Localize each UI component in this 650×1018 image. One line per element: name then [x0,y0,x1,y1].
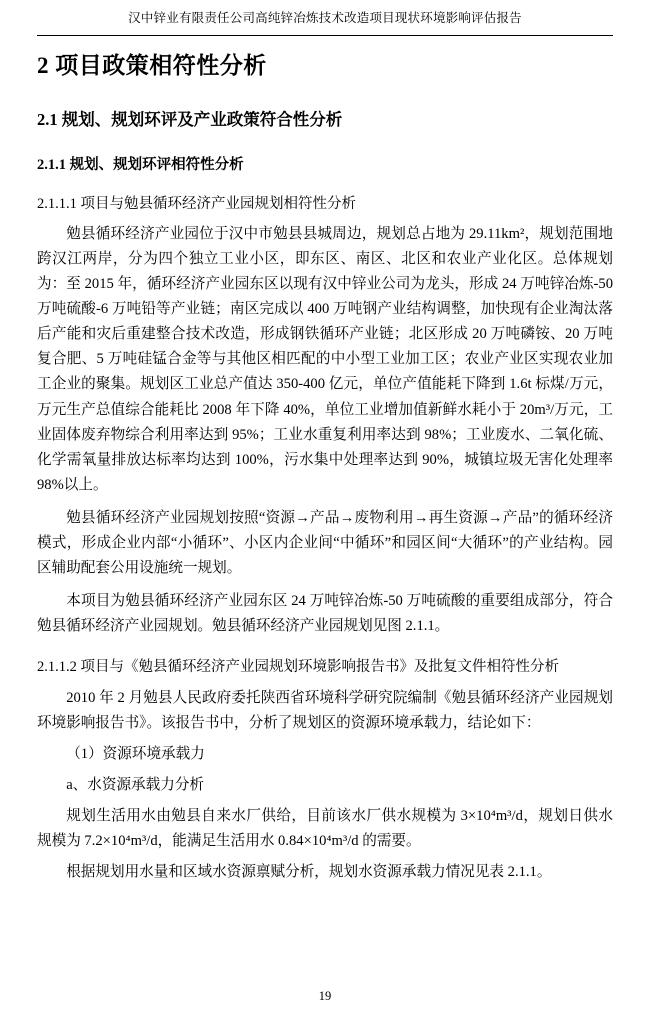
page-header [0,0,650,36]
page-content [37,44,613,885]
chapter-heading: 2 项目政策相符性分析 [37,53,267,78]
header-divider [37,35,613,36]
page-number: 19 [318,989,332,1003]
section-heading: 2.1 规划、规划环评及产业政策符合性分析 [37,110,343,130]
paragraph-8: 根据规划用水量和区域水资源禀赋分析，规划水资源承载力情况见表 2.1.1。 [66,864,552,881]
paragraph-1: 勉县循环经济产业园位于汉中市勉县县城周边，规划总占地为 29.11km²，规划范围地跨汉江两岸，分为四个独立工业小区，即东区、南区、北区和农业产业化区。总体规划为：至 2015 年，循环经济产业园东区以现有汉中锌业公司为龙头，形成 24 万吨锌冶炼-50 万吨硫酸-6 万吨铅等产业链；南区完成以 400 万吨钢产业结构调整，加快现有企业淘汰落后产能和灾后重建整合技术改造，形成钢铁循环产业链；北区形成 20 万吨磷铵、20 万吨复合肥、5 万吨硅锰合金等与其他区相匹配的中小型工业加工区；农业产业区实现农业加工企业的聚集。规划区工业总产值达 350-400 亿元，单位产值能耗下降到 1.6t 标煤/万元，万元生产总值综合能耗比 2008 年下降 40%，单位工业增加值新鲜水耗小于 20m³/万元，工业固体废弃物综合利用率达到 95%；工业水重复利用率达到 98%；工业废水、二氧化硫、化学需氧量排放达标率均达到 100%，污水集中处理率达到 90%，城镇垃圾无害化处理率 98%以上。 [37,225,613,493]
paragraph-5: （1）资源环境承载力 [66,745,205,762]
paragraph-2: 勉县循环经济产业园规划按照“资源→产品→废物利用→再生资源→产品”的循环经济模式，形成企业内部“小循环”、小区内企业间“中循环”和园区间“大循环”的产业结构。园区辅助配套公用设施统一规划。 [37,509,613,577]
subsubsection-heading-2: 2.1.1.2 项目与《勉县循环经济产业园规划环境影响报告书》及批复文件相符性分析 [37,659,559,676]
paragraph-6: a、水资源承载力分析 [66,776,205,793]
page-footer [0,989,650,1004]
subsubsection-heading-1: 2.1.1.1 项目与勉县循环经济产业园规划相符性分析 [37,195,356,212]
paragraph-3: 本项目为勉县循环经济产业园东区 24 万吨锌冶炼-50 万吨硫酸的重要组成部分，符合勉县循环经济产业园规划。勉县循环经济产业园规划见图 2.1.1。 [37,593,613,635]
subsection-heading: 2.1.1 规划、规划环评相符性分析 [37,157,244,174]
paragraph-7: 规划生活用水由勉县自来水厂供给，目前该水厂供水规模为 3×10⁴m³/d，规划日供水规模为 7.2×10⁴m³/d，能满足生活用水 0.84×10⁴m³/d 的需要。 [37,808,613,850]
header-title: 汉中锌业有限责任公司高纯锌冶炼技术改造项目现状环境影响评估报告 [128,11,522,25]
paragraph-4: 2010 年 2 月勉县人民政府委托陕西省环境科学研究院编制《勉县循环经济产业园规划环境影响报告书》。该报告书中，分析了规划区的资源环境承载力，结论如下： [37,689,613,731]
